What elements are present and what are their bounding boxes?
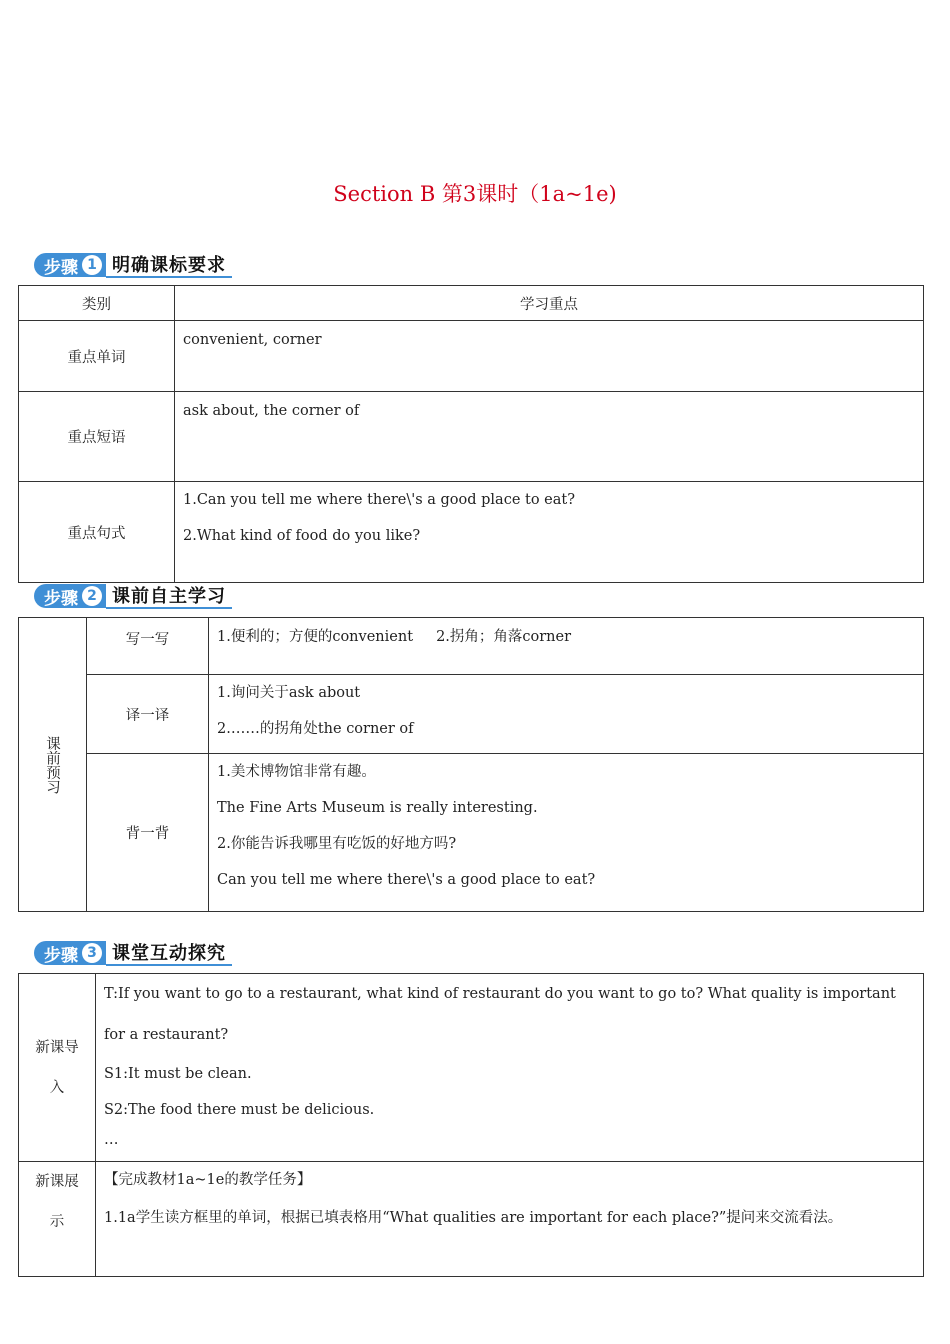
table-row xyxy=(19,974,924,1162)
content-line: S2:The food there must be delicious. xyxy=(104,1102,375,1118)
row-category: 新课展示 xyxy=(19,1162,96,1277)
table-row xyxy=(19,754,924,912)
table-row xyxy=(19,482,924,583)
content-line: The Fine Arts Museum is really interesting. xyxy=(217,800,538,816)
table-row xyxy=(19,1162,924,1277)
step-label: 课堂互动探究 xyxy=(106,940,232,966)
classroom-table xyxy=(18,973,924,1277)
step-badge xyxy=(34,584,106,608)
row-category: 译一译 xyxy=(87,675,209,754)
step-2-heading xyxy=(34,583,232,609)
table-row xyxy=(19,392,924,482)
content-line: convenient, corner xyxy=(183,332,322,348)
row-content xyxy=(209,618,924,675)
content-line: T:If you want to go to a restaurant, what kind of restaurant do you want to go to? What quality is important for a restaurant? xyxy=(104,986,896,1043)
content-line: 2.你能告诉我哪里有吃饭的好地方吗? xyxy=(217,836,457,852)
table-row xyxy=(19,675,924,754)
row-content xyxy=(96,974,924,1162)
step-label: 明确课标要求 xyxy=(106,252,232,278)
step-badge-text: 步骤 xyxy=(44,588,78,609)
table-row xyxy=(19,321,924,392)
page-title: Section B 第3课时（1a~1e) xyxy=(333,182,617,206)
content-line: 2.……的拐角处the corner of xyxy=(217,721,414,737)
row-category: 重点单词 xyxy=(19,321,175,392)
row-content xyxy=(209,754,924,912)
step-badge xyxy=(34,253,106,277)
row-content xyxy=(175,321,924,392)
row-category: 重点短语 xyxy=(19,392,175,482)
course-standards-table xyxy=(18,285,924,583)
row-category: 写一写 xyxy=(87,618,209,675)
step-badge-text: 步骤 xyxy=(44,257,78,278)
content-line: 【完成教材1a~1e的教学任务】 xyxy=(104,1172,312,1188)
step-1-heading xyxy=(34,252,232,278)
step-badge-text: 步骤 xyxy=(44,945,78,966)
row-content xyxy=(209,675,924,754)
content-line: … xyxy=(104,1132,119,1148)
row-content xyxy=(96,1162,924,1277)
preview-table xyxy=(18,617,924,912)
content-line: 1.便利的；方便的convenient 2.拐角；角落corner xyxy=(217,629,572,645)
table-row xyxy=(19,618,924,675)
content-line: 1.美术博物馆非常有趣。 xyxy=(217,764,376,780)
content-line: S1:It must be clean. xyxy=(104,1066,252,1082)
step-badge xyxy=(34,941,106,965)
step-number: 3 xyxy=(82,943,102,963)
row-category: 重点句式 xyxy=(19,482,175,583)
section-label-text: 课前预习 xyxy=(44,735,60,794)
content-line: 1.询问关于ask about xyxy=(217,685,361,701)
row-content xyxy=(175,392,924,482)
step-number: 1 xyxy=(82,255,102,275)
table-header-row xyxy=(19,286,924,321)
content-line: 2.What kind of food do you like? xyxy=(183,528,421,544)
content-line: Can you tell me where there\'s a good place to eat? xyxy=(217,872,596,888)
section-label xyxy=(19,618,87,912)
content-line: ask about, the corner of xyxy=(183,403,360,419)
content-line: 1.1a学生读方框里的单词，根据已填表格用“What qualities are important for each place?”提问来交流看法。 xyxy=(104,1210,843,1226)
step-label: 课前自主学习 xyxy=(106,583,232,609)
header-category: 类别 xyxy=(19,286,175,321)
row-category: 背一背 xyxy=(87,754,209,912)
row-category: 新课导入 xyxy=(19,974,96,1162)
row-content xyxy=(175,482,924,583)
header-focus: 学习重点 xyxy=(175,286,924,321)
content-line: 1.Can you tell me where there\'s a good place to eat? xyxy=(183,492,576,508)
step-number: 2 xyxy=(82,586,102,606)
step-3-heading xyxy=(34,940,232,966)
